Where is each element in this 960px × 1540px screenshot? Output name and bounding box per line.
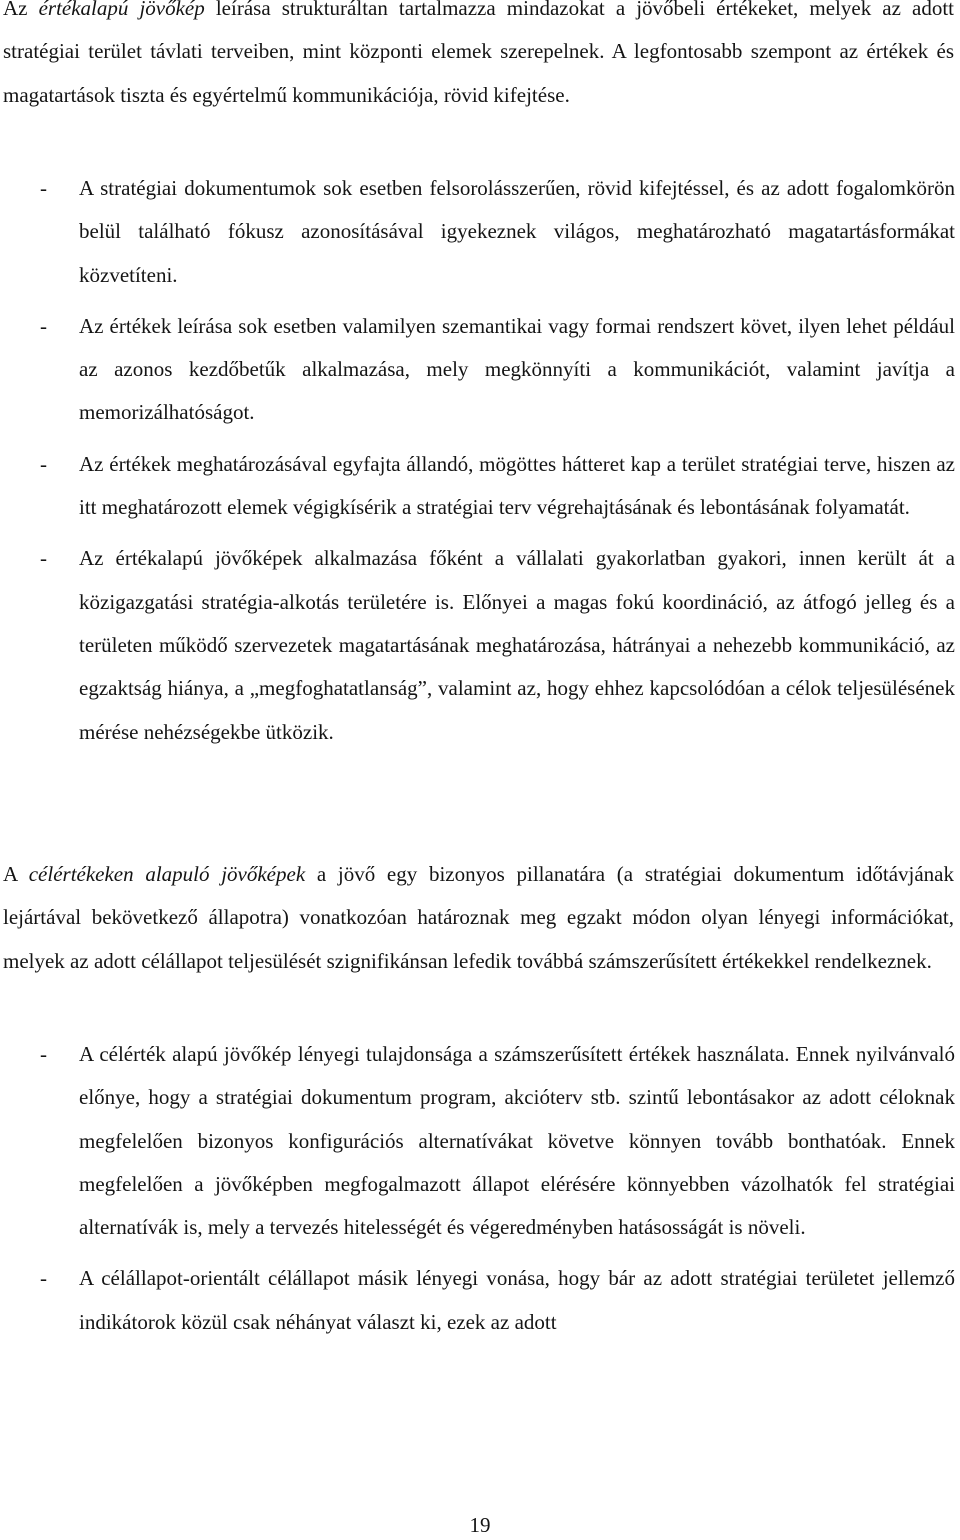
list-item-text: A célérték alapú jövőkép lényegi tulajdonsága a számszerűsített értékek használata. Ennek nyilvánvaló előnye, hogy a stratégiai dokumentum program, akcióterv stb. szintű lebontásakor az adott céloknak megfelelően bizonyos konfigurációs alternatívákat követve könnyen tovább bonthatóak. Ennek megfelelően a jövőképben megfogalmazott állapot elérésére könnyebben vázolhatók fel stratégiai alternatívák is, mely a tervezés hitelességét és végeredményben hatásosságát is növeli. xyxy=(79,1042,955,1240)
list-item xyxy=(0,167,960,297)
list-bullet: - xyxy=(40,451,47,476)
target-value-vision-list xyxy=(0,1033,960,1352)
list-bullet: - xyxy=(40,546,47,571)
paragraph-body: leírása strukturáltan tartalmazza mindazokat a jövőbeli értékeket, melyek az adott stratégiai terület távlati terveiben, mint központi elemek szerepelnek. A legfontosabb szempont az értékek és magatartások tiszta és egyértelmű kommunikációja, rövid kifejtése. xyxy=(3,0,954,107)
list-item xyxy=(0,1033,960,1249)
list-item xyxy=(0,537,960,753)
list-item-text: Az értékek leírása sok esetben valamilyen szemantikai vagy formai rendszert követ, ilyen lehet például az azonos kezdőbetűk alkalmazása, mely megkönnyíti a kommunikációt, valamint javítja a memorizálhatóságot. xyxy=(79,313,955,425)
list-bullet: - xyxy=(40,1266,47,1291)
value-based-vision-list xyxy=(0,167,960,762)
list-item-text: Az értékalapú jövőképek alkalmazása főként a vállalati gyakorlatban gyakori, innen került át a közigazgatási stratégia-alkotás területére is. Előnyei a magas fokú koordináció, az átfogó jelleg és a területen működő szervezetek magatartásának meghatározása, hátrányai a nehezebb kommunikáció, az egzaktság hiánya, a „megfoghatatlanság”, valamint az, hogy ehhez kapcsolódóan a célok teljesülésének mérése nehézségekbe ütközik. xyxy=(79,546,955,744)
paragraph-body: a jövő egy bizonyos pillanatára (a stratégiai dokumentum időtávjának lejártával bekövetkező állapotra) vonatkozóan határoznak meg egzakt módon olyan lényegi információkat, melyek az adott célállapot teljesülését szignifikánsan lefedik továbbá számszerűsített értékekkel rendelkeznek. xyxy=(3,862,954,973)
paragraph-lead: A xyxy=(3,862,29,886)
list-bullet: - xyxy=(40,176,47,200)
paragraph-value-based-vision xyxy=(3,0,954,117)
list-bullet: - xyxy=(40,313,47,338)
paragraph-lead: Az xyxy=(3,0,39,20)
page-number: 19 xyxy=(469,1513,491,1537)
list-item-text: A célállapot-orientált célállapot másik lényegi vonása, hogy bár az adott stratégiai területet jellemző indikátorok közül csak néhányat választ ki, ezek az adott xyxy=(79,1266,955,1334)
list-bullet: - xyxy=(40,1042,47,1066)
paragraph-target-value-vision xyxy=(3,853,954,983)
list-item-text: Az értékek meghatározásával egyfajta állandó, mögöttes hátteret kap a terület stratégiai terve, hiszen az itt meghatározott elemek végigkísérik a stratégiai terv végrehajtásának és lebontásának folyamatát. xyxy=(79,451,955,520)
list-item-text: A stratégiai dokumentumok sok esetben felsorolásszerűen, rövid kifejtéssel, és az adott fogalomkörön belül található fókusz azonosításával igyekeznek világos, meghatározható magatartásformákat közvetíteni. xyxy=(79,176,955,287)
term-value-based-vision: értékalapú jövőkép xyxy=(38,0,205,20)
list-item xyxy=(0,443,960,530)
list-item xyxy=(0,305,960,435)
term-target-value-vision: célértékeken alapuló jövőképek xyxy=(28,862,306,886)
list-item xyxy=(0,1257,960,1344)
